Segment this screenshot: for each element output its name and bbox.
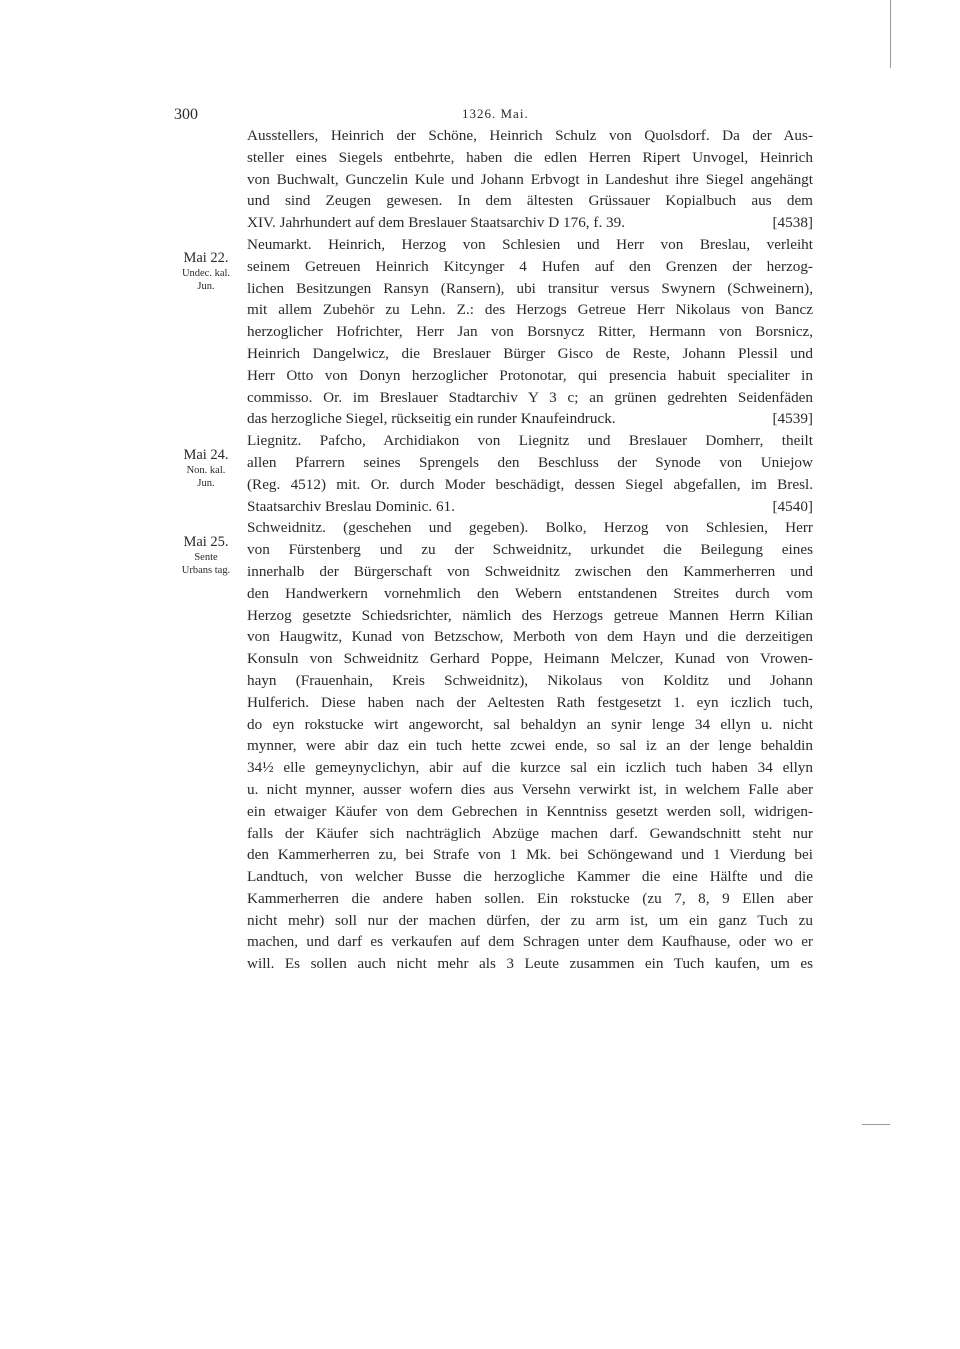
margin-date: Mai 24. xyxy=(183,447,229,463)
text-line: (Reg. 4512) mit. Or. durch Moder beschädigt, dessen Siegel abgefallen, im Bresl. xyxy=(247,475,813,493)
text-line: steller eines Siegels entbehrte, haben die edlen Herren Ripert Unvogel, Heinrich xyxy=(247,148,813,166)
text-line-with-ref xyxy=(247,496,813,518)
text-line: Liegnitz. Pafcho, Archidiakon von Liegnitz und Breslauer Domherr, theilt xyxy=(247,432,813,450)
margin-sub: Undec. kal. xyxy=(181,268,231,279)
register-number: [4540] xyxy=(772,497,813,515)
text-fragment: das herzogliche Siegel, rückseitig ein runder Knaufeindruck. xyxy=(247,410,616,428)
text-line: innerhalb der Bürgerschaft von Schweidnitz zwischen den Kammerherren und xyxy=(247,562,813,580)
margin-sub: Jun. xyxy=(197,478,215,489)
margin-sub: Non. kal. xyxy=(186,465,226,476)
margin-note-3 xyxy=(170,534,242,577)
register-number: [4539] xyxy=(772,410,813,428)
text-line: commisso. Or. im Breslauer Stadtarchiv Y 3 c; an grünen gedrehten Seidenfäden xyxy=(247,388,813,406)
text-line: Kammerherren die andere haben sollen. Ein rokstucke (zu 7, 8, 9 Ellen aber xyxy=(247,889,813,907)
text-line: Landtuch, von welcher Busse die herzogliche Kammer die eine Hälfte und die xyxy=(247,868,813,886)
running-head: 1326. Mai. xyxy=(462,106,529,121)
text-line: mit allem Zubehör zu Lehn. Z.: des Herzogs Getreue Herr Nikolaus von Bancz xyxy=(247,301,813,319)
text-line-with-ref xyxy=(247,212,813,234)
register-number: [4538] xyxy=(772,214,813,232)
margin-sub: Jun. xyxy=(197,281,215,292)
text-line: nicht mehr) soll nur der machen dürfen, der zu arm ist, um ein ganz Tuch zu xyxy=(247,911,813,929)
body-text xyxy=(247,125,813,975)
text-line: von Fürstenberg und zu der Schweidnitz, urkundet die Beilegung eines xyxy=(247,541,813,559)
text-line: Heinrich Dangelwicz, die Breslauer Bürger Gisco de Reste, Johann Plessil und xyxy=(247,344,813,362)
scan-artifact-line xyxy=(862,1124,890,1125)
text-line: mynner, were abir daz ein tuch hette zcwei ende, so sal iz an der lenge behaldin xyxy=(247,737,813,755)
text-line: Herzog gesetzte Schiedsrichter, nämlich des Herzogs getreue Mannen Herrn Kilian xyxy=(247,606,813,624)
text-line: seinem Getreuen Heinrich Kitcynger 4 Hufen auf den Grenzen der herzog- xyxy=(247,257,813,275)
text-fragment: XIV. Jahrhundert auf dem Breslauer Staatsarchiv D 176, f. 39. xyxy=(247,214,626,232)
text-line: do eyn rokstucke wirt angeworcht, sal behaldyn an synir lenge 34 ellyn u. nicht xyxy=(247,715,813,733)
text-line: herzoglicher Hofrichter, Herr Jan von Borsnycz Ritter, Hermann von Borsnicz, xyxy=(247,323,813,341)
margin-sub: Sente xyxy=(194,552,218,563)
text-line: lichen Besitzungen Ransyn (Ransern), ubi transitur versus Swynern (Schweinern), xyxy=(247,279,813,297)
margin-note-1 xyxy=(170,250,242,293)
text-line: Hulferich. Diese haben nach der Aeltesten Rath festgesetzt 1. eyn iczlich tuch, xyxy=(247,693,813,711)
text-line: Neumarkt. Heinrich, Herzog von Schlesien und Herr von Breslau, verleiht xyxy=(247,235,813,253)
margin-sub: Urbans tag. xyxy=(181,565,231,576)
text-line: Schweidnitz. (geschehen und gegeben). Bolko, Herzog von Schlesien, Herr xyxy=(247,519,813,537)
margin-note-2 xyxy=(170,447,242,490)
text-line: den Handwerkern vornehmlich den Webern entstandenen Streites durch vom xyxy=(247,584,813,602)
margin-date: Mai 25. xyxy=(183,534,229,550)
text-line: von Buchwalt, Gunczelin Kule und Johann Erbvogt in Landeshut ihre Siegel angehängt xyxy=(247,170,813,188)
text-line: ein etwaiger Käufer von dem Gebrechen in Kenntniss gesetzt werden soll, widrigen- xyxy=(247,802,813,820)
text-line: Ausstellers, Heinrich der Schöne, Heinrich Schulz von Quolsdorf. Da der Aus- xyxy=(247,127,813,144)
text-line: hayn (Frauenhain, Kreis Schweidnitz), Nikolaus von Kolditz und Johann xyxy=(247,671,813,689)
margin-date: Mai 22. xyxy=(183,250,229,266)
text-line: Herr Otto von Donyn herzoglicher Protonotar, qui presencia habuit specialiter in xyxy=(247,366,813,384)
text-line-with-ref xyxy=(247,408,813,430)
text-line: Konsuln von Schweidnitz Gerhard Poppe, Heimann Melczer, Kunad von Vrowen- xyxy=(247,650,813,668)
scan-artifact-line xyxy=(890,0,891,68)
text-line: will. Es sollen auch nicht mehr als 3 Leute zusammen ein Tuch kaufen, um es xyxy=(247,955,813,973)
text-fragment: Staatsarchiv Breslau Dominic. 61. xyxy=(247,497,455,515)
text-line: allen Pfarrern seines Sprengels den Beschluss der Synode von Uniejow xyxy=(247,453,813,471)
text-line: 34½ elle gemeynyclichyn, abir auf die kurzce sal ein iczlich tuch haben 34 ellyn xyxy=(247,759,813,777)
text-line: den Kammerherren zu, bei Strafe von 1 Mk. bei Schöngewand und 1 Vierdung bei xyxy=(247,846,813,864)
text-line: von Haugwitz, Kunad von Betzschow, Merboth von dem Hayn und die derzeitigen xyxy=(247,628,813,646)
text-line: u. nicht mynner, ausser wofern dies aus Versehn verwirkt ist, in welchem Falle aber xyxy=(247,780,813,798)
text-line: machen, und darf es verkaufen auf dem Schragen unter dem Kaufhause, oder wo er xyxy=(247,933,813,951)
text-line: und sind Zeugen gewesen. In dem ältesten Grüssauer Kopialbuch aus dem xyxy=(247,192,813,210)
page-number: 300 xyxy=(174,106,198,123)
text-line: falls der Käufer sich nachträglich Abzüge machen darf. Gewandschnitt steht nur xyxy=(247,824,813,842)
